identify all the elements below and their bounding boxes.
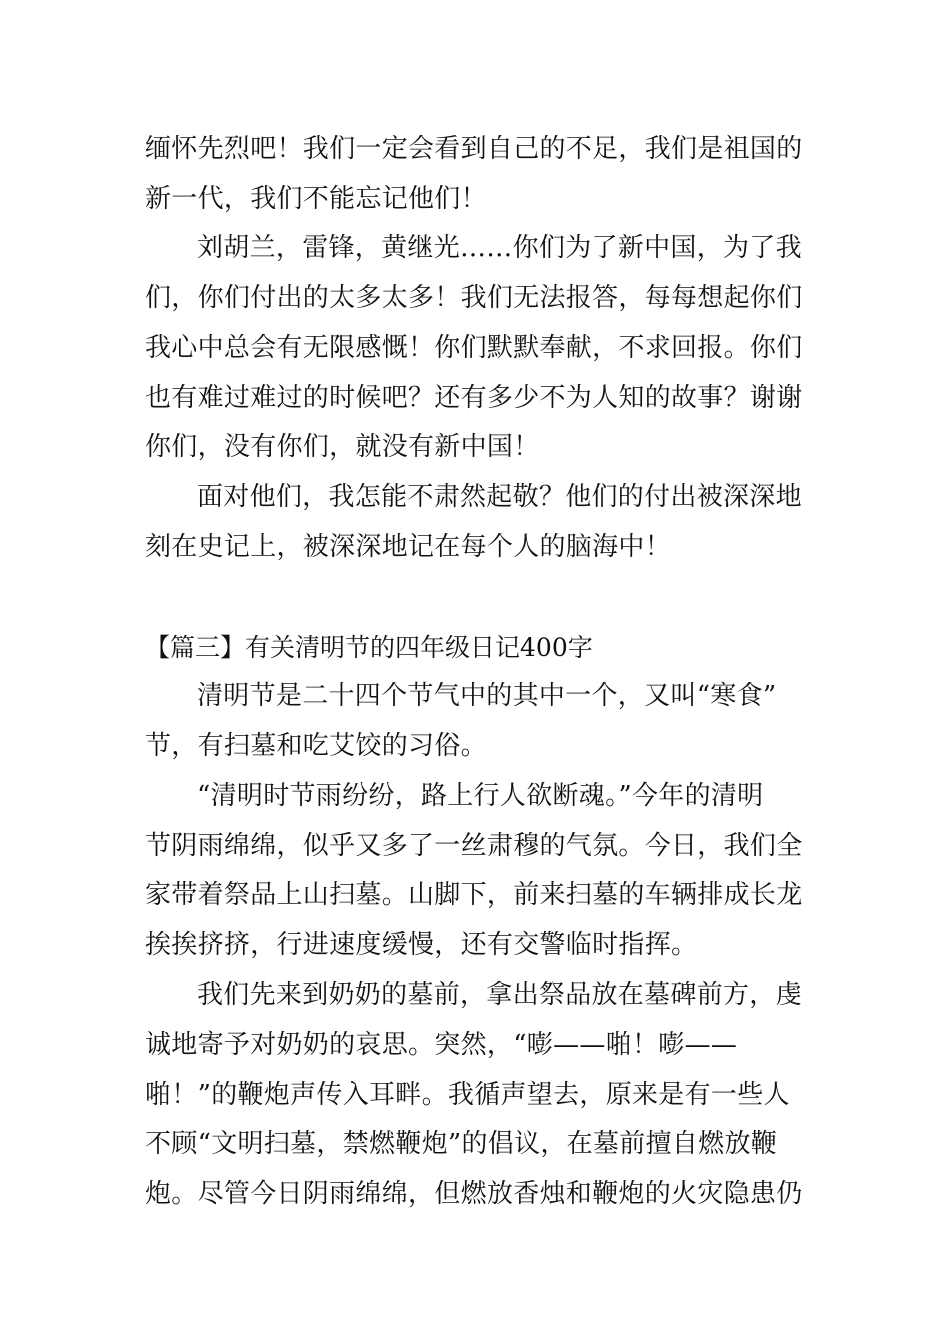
paragraph-line: “清明时节雨纷纷，路上行人欲断魂。”今年的清明 — [197, 781, 764, 811]
paragraph-line: 家带着祭品上山扫墓。山脚下，前来扫墓的车辆排成长龙 — [145, 880, 803, 910]
paragraph-line: 不顾“文明扫墓，禁燃鞭炮”的倡议，在墓前擅自燃放鞭 — [145, 1129, 778, 1159]
paragraph-line: 我们先来到奶奶的墓前，拿出祭品放在墓碑前方，虔 — [197, 980, 802, 1010]
paragraph-line: 诚地寄予对奶奶的哀思。突然，“嘭——啪！嘭—— — [145, 1030, 738, 1060]
paragraph-line: 刻在史记上，被深深地记在每个人的脑海中！ — [145, 532, 672, 562]
section-heading: 【篇三】有关清明节的四年级日记400字 — [145, 633, 593, 662]
paragraph-line: 我心中总会有无限感慨！你们默默奉献，不求回报。你们 — [145, 333, 803, 363]
paragraph-line: 新一代，我们不能忘记他们！ — [145, 184, 487, 214]
paragraph-line: 挨挨挤挤，行进速度缓慢，还有交警临时指挥。 — [145, 930, 698, 960]
paragraph-line: 刘胡兰，雷锋，黄继光……你们为了新中国，为了我 — [197, 233, 802, 263]
paragraph-line: 炮。尽管今日阴雨绵绵，但燃放香烛和鞭炮的火灾隐患仍 — [145, 1179, 803, 1209]
paragraph-line: 缅怀先烈吧！我们一定会看到自己的不足，我们是祖国的 — [145, 134, 803, 164]
paragraph-line: 节阴雨绵绵，似乎又多了一丝肃穆的气氛。今日，我们全 — [145, 831, 803, 861]
paragraph-line: 清明节是二十四个节气中的其中一个，又叫“寒食” — [197, 681, 777, 711]
paragraph-line: 节，有扫墓和吃艾饺的习俗。 — [145, 731, 487, 761]
paragraph-line: 们，你们付出的太多太多！我们无法报答，每每想起你们 — [145, 283, 803, 313]
paragraph-line: 面对他们，我怎能不肃然起敬？他们的付出被深深地 — [197, 482, 802, 512]
paragraph-line: 啪！”的鞭炮声传入耳畔。我循声望去，原来是有一些人 — [145, 1080, 790, 1110]
paragraph-line: 你们，没有你们，就没有新中国！ — [145, 432, 540, 462]
paragraph-line: 也有难过难过的时候吧？还有多少不为人知的故事？谢谢 — [145, 383, 803, 413]
